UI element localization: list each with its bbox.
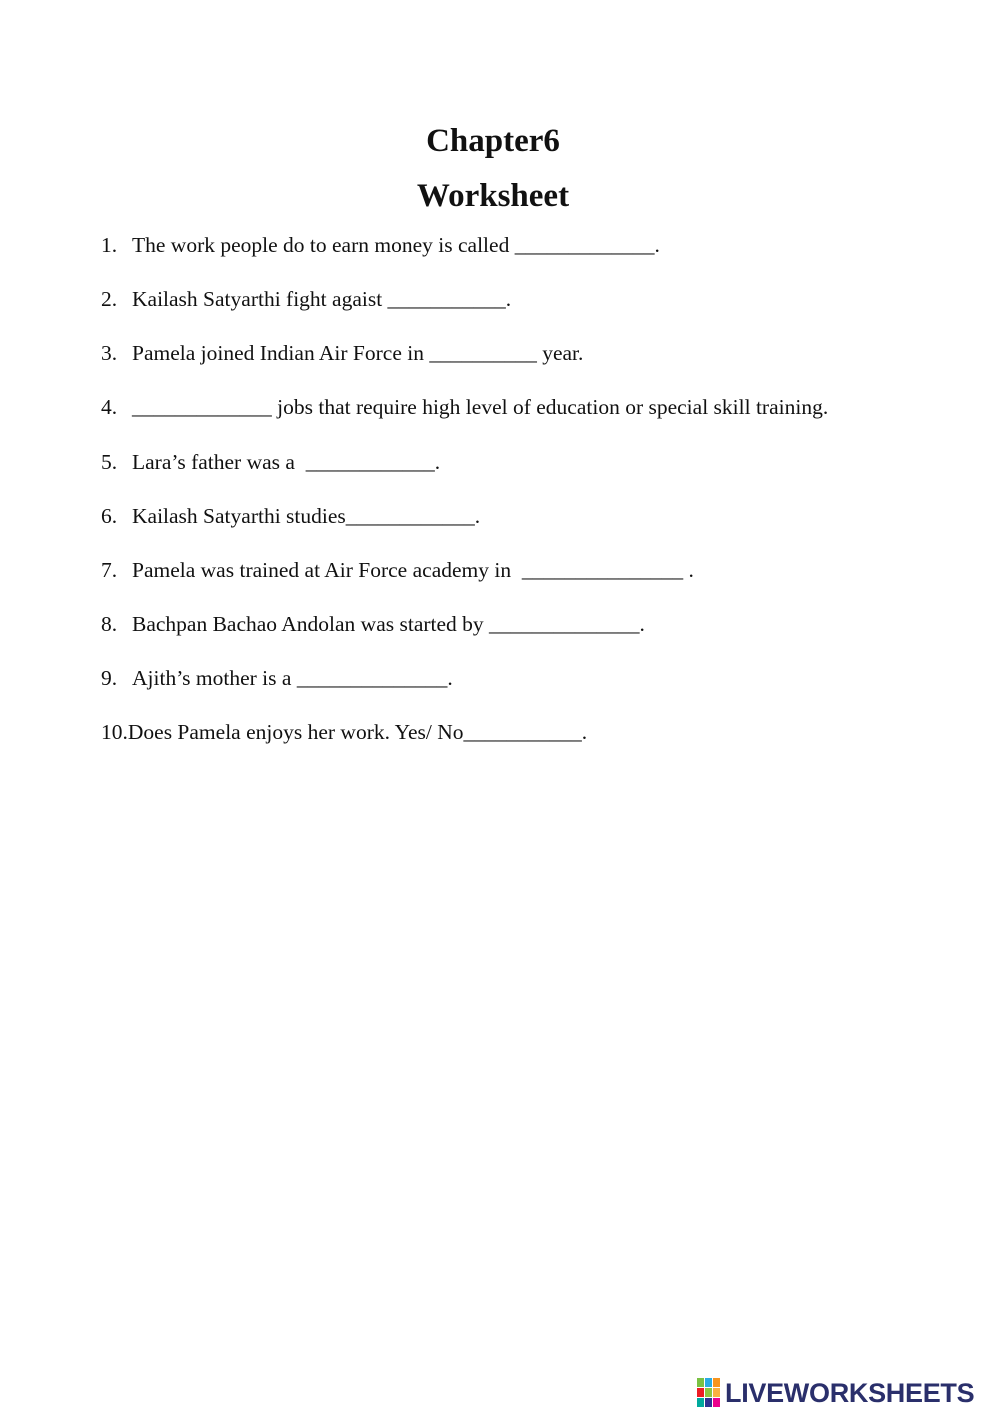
question-4 [101, 393, 828, 421]
liveworksheets-logo [697, 1377, 974, 1409]
question-number: 5. [101, 450, 118, 474]
question-number: 8. [101, 612, 118, 636]
question-number: 4. [101, 395, 118, 419]
question-text: Kailash Satyarthi fight agaist ___________. [132, 287, 512, 311]
question-text: Does Pamela enjoys her work. Yes/ No___________. [127, 720, 588, 744]
chapter-title: Chapter6 [426, 123, 560, 159]
question-text: Ajith’s mother is a ______________. [132, 666, 453, 690]
question-9 [101, 664, 453, 692]
question-number: 3. [101, 341, 118, 365]
question-text: The work people do to earn money is called _____________. [132, 233, 660, 257]
question-text: Pamela joined Indian Air Force in __________ year. [132, 341, 584, 365]
liveworksheets-logo-icon [697, 1378, 721, 1408]
question-text: Lara’s father was a ____________. [132, 450, 441, 474]
question-6 [101, 502, 480, 530]
question-10 [101, 718, 587, 746]
brand-name: LIVEWORKSHEETS [725, 1378, 975, 1408]
question-number: 7. [101, 558, 118, 582]
question-1 [101, 231, 660, 259]
question-3 [101, 339, 583, 367]
question-text: Pamela was trained at Air Force academy in _______________ . [132, 558, 694, 582]
question-number: 1. [101, 233, 118, 257]
worksheet-title: Worksheet [416, 178, 570, 214]
question-number: 10. [101, 720, 128, 744]
question-7 [101, 556, 694, 584]
question-number: 6. [101, 504, 118, 528]
question-5 [101, 448, 440, 476]
question-8 [101, 610, 645, 638]
question-number: 2. [101, 287, 118, 311]
question-2 [101, 285, 511, 313]
question-text: Bachpan Bachao Andolan was started by ______________. [132, 612, 645, 636]
question-number: 9. [101, 666, 118, 690]
question-text: _____________ jobs that require high level of education or special skill training. [132, 395, 829, 419]
question-text: Kailash Satyarthi studies____________. [132, 504, 481, 528]
